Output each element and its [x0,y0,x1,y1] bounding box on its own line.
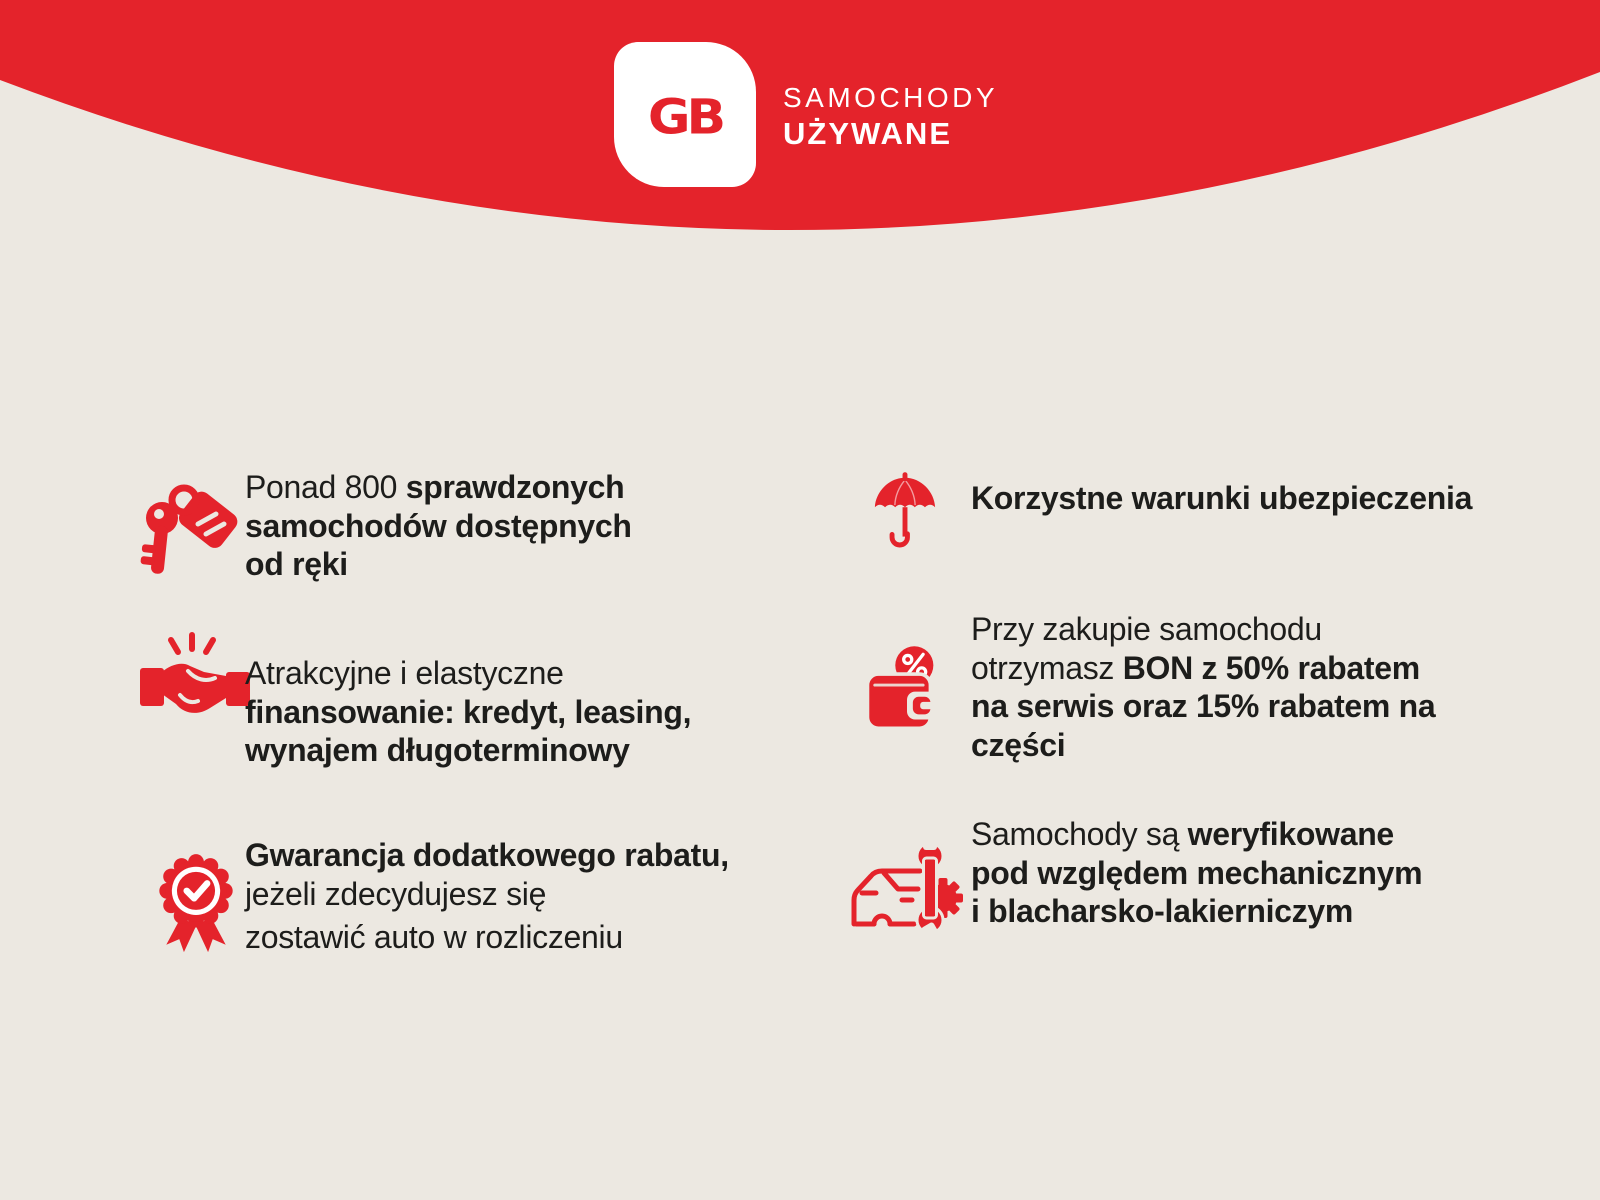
feature-text: Ponad 800 sprawdzonych samochodów dostępnych od ręki [245,469,632,582]
brand-text [783,82,998,152]
logo-gb-monogram: GB [647,89,723,145]
logo [614,42,756,187]
key-tag-icon [138,480,242,578]
feature-text: Przy zakupie samochodu otrzymasz BON z 50% rabatem na serwis oraz 15% rabatem na części [971,611,1436,763]
handshake-icon [140,632,250,732]
umbrella-icon [870,462,940,558]
feature-text: Korzystne warunki ubezpieczenia [971,480,1473,516]
brand-line1: SAMOCHODY [783,82,999,113]
car-service-icon [846,840,970,936]
feature-text: Samochody są weryfikowane pod względem mechanicznym i blacharsko-lakierniczym [971,816,1423,929]
feature-text: Gwarancja dodatkowego rabatu, jeżeli zdecydujesz się zostawić auto w rozliczeniu [245,837,729,955]
wallet-discount-icon [866,636,948,740]
feature-text: Atrakcyjne i elastyczne finansowanie: kredyt, leasing, wynajem długoterminowy [245,655,692,768]
award-badge-icon [146,850,246,954]
brand-line2: UŻYWANE [783,116,952,151]
